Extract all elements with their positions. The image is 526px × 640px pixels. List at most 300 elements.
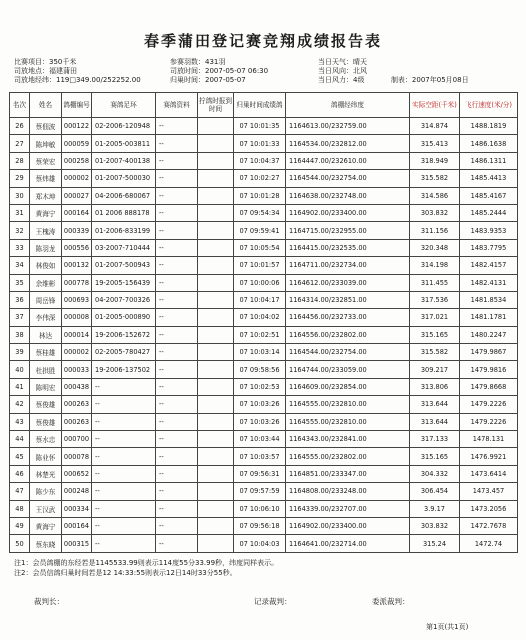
cell-arrival-time: 07 10:04:03 bbox=[234, 535, 286, 552]
cell-arrival-time: 07 10:03:57 bbox=[234, 448, 286, 465]
cell-distance: 315.165 bbox=[410, 326, 460, 343]
cell-arrival-time: 07 10:02:51 bbox=[234, 326, 286, 343]
table-row bbox=[10, 257, 518, 274]
recorder-label: 记录裁判： bbox=[254, 597, 292, 606]
cell-arrival-time: 07 10:01:35 bbox=[234, 118, 286, 135]
cell-report-time bbox=[198, 517, 234, 534]
cell-rank: 37 bbox=[10, 309, 30, 326]
cell-bird-info: -- bbox=[156, 135, 198, 152]
cell-rank: 48 bbox=[10, 500, 30, 517]
cell-ring: -- bbox=[92, 517, 156, 534]
cell-speed: 1488.1819 bbox=[460, 118, 518, 135]
cell-ring: -- bbox=[92, 535, 156, 552]
cell-speed: 1482.4157 bbox=[460, 257, 518, 274]
cell-name: 蔡荣宏 bbox=[30, 152, 62, 169]
table-body bbox=[10, 118, 518, 553]
cell-report-time bbox=[198, 204, 234, 221]
cell-speed: 1479.9867 bbox=[460, 344, 518, 361]
cell-loft-id: 000339 bbox=[62, 222, 92, 239]
cell-coordinates: 1164447.00/232610.00 bbox=[286, 152, 410, 169]
cell-loft-id: 000033 bbox=[62, 361, 92, 378]
cell-report-time bbox=[198, 344, 234, 361]
cell-distance: 317.536 bbox=[410, 291, 460, 308]
cell-bird-info: -- bbox=[156, 396, 198, 413]
cell-bird-info: -- bbox=[156, 413, 198, 430]
cell-loft-id: 000438 bbox=[62, 378, 92, 395]
cell-name: 蔡炜雄 bbox=[30, 170, 62, 187]
meta-location: 司放地点：福建蒲田 bbox=[14, 67, 77, 75]
cell-ring: 19-2006-152672 bbox=[92, 326, 156, 343]
cell-arrival-time: 07 10:01:28 bbox=[234, 187, 286, 204]
cell-name: 蔡东晓 bbox=[30, 535, 62, 552]
cell-ring: 01-2006-833199 bbox=[92, 222, 156, 239]
cell-loft-id: 000334 bbox=[62, 500, 92, 517]
meta-print-date: 制表：2007年05月08日 bbox=[390, 76, 469, 84]
cell-report-time bbox=[198, 135, 234, 152]
table-row bbox=[10, 378, 518, 395]
cell-rank: 39 bbox=[10, 344, 30, 361]
table-row bbox=[10, 535, 518, 552]
cell-name: 郑木坤 bbox=[30, 187, 62, 204]
note-2: 注2：会员信鸽归巢时间若是12 14:33:55则表示12日14时33分55秒。 bbox=[14, 569, 237, 577]
col-coordinates: 鸽棚经纬度 bbox=[286, 93, 410, 118]
table-row bbox=[10, 170, 518, 187]
cell-speed: 1472.7678 bbox=[460, 517, 518, 534]
cell-bird-info: -- bbox=[156, 309, 198, 326]
table-row bbox=[10, 361, 518, 378]
cell-coordinates: 1164609.00/232854.00 bbox=[286, 378, 410, 395]
cell-coordinates: 1164544.00/232754.00 bbox=[286, 344, 410, 361]
meta-weather: 当日天气：晴天 bbox=[318, 58, 367, 66]
cell-loft-id: 000700 bbox=[62, 431, 92, 448]
cell-report-time bbox=[198, 448, 234, 465]
col-distance: 实际空距(千米) bbox=[410, 93, 460, 118]
cell-bird-info: -- bbox=[156, 535, 198, 552]
cell-ring: -- bbox=[92, 483, 156, 500]
cell-arrival-time: 07 09:57:59 bbox=[234, 483, 286, 500]
cell-distance: 317.021 bbox=[410, 309, 460, 326]
cell-distance: 313.644 bbox=[410, 413, 460, 430]
cell-distance: 315.165 bbox=[410, 448, 460, 465]
cell-ring: 01-2005-000890 bbox=[92, 309, 156, 326]
table-row bbox=[10, 274, 518, 291]
cell-arrival-time: 07 10:04:37 bbox=[234, 152, 286, 169]
cell-loft-id: 000164 bbox=[62, 517, 92, 534]
cell-rank: 26 bbox=[10, 118, 30, 135]
cell-bird-info: -- bbox=[156, 204, 198, 221]
cell-report-time bbox=[198, 535, 234, 552]
cell-name: 黄海宁 bbox=[30, 204, 62, 221]
cell-bird-info: -- bbox=[156, 222, 198, 239]
cell-rank: 38 bbox=[10, 326, 30, 343]
cell-loft-id: 000556 bbox=[62, 239, 92, 256]
col-loft-id: 鸽棚编号 bbox=[62, 93, 92, 118]
cell-ring: 01-2007-500943 bbox=[92, 257, 156, 274]
cell-rank: 45 bbox=[10, 448, 30, 465]
cell-name: 林达 bbox=[30, 326, 62, 343]
cell-ring: -- bbox=[92, 500, 156, 517]
cell-arrival-time: 07 10:03:14 bbox=[234, 344, 286, 361]
cell-arrival-time: 07 10:01:33 bbox=[234, 135, 286, 152]
cell-speed: 1486.1638 bbox=[460, 135, 518, 152]
cell-report-time bbox=[198, 361, 234, 378]
cell-loft-id: 000122 bbox=[62, 118, 92, 135]
table-row bbox=[10, 135, 518, 152]
cell-rank: 32 bbox=[10, 222, 30, 239]
cell-loft-id: 000652 bbox=[62, 465, 92, 482]
cell-rank: 31 bbox=[10, 204, 30, 221]
cell-bird-info: -- bbox=[156, 361, 198, 378]
cell-speed: 1476.9921 bbox=[460, 448, 518, 465]
cell-rank: 33 bbox=[10, 239, 30, 256]
meta-release-time: 司放时间：2007-05-07 06:30 bbox=[170, 67, 269, 75]
cell-coordinates: 1164456.00/232733.00 bbox=[286, 309, 410, 326]
cell-report-time bbox=[198, 170, 234, 187]
cell-loft-id: 000002 bbox=[62, 344, 92, 361]
cell-report-time bbox=[198, 500, 234, 517]
cell-loft-id: 000778 bbox=[62, 274, 92, 291]
cell-bird-info: -- bbox=[156, 517, 198, 534]
cell-arrival-time: 07 10:01:57 bbox=[234, 257, 286, 274]
cell-speed: 1472.74 bbox=[460, 535, 518, 552]
cell-arrival-time: 07 09:58:56 bbox=[234, 361, 286, 378]
cell-bird-info: -- bbox=[156, 170, 198, 187]
cell-arrival-time: 07 09:59:41 bbox=[234, 222, 286, 239]
cell-arrival-time: 07 10:03:44 bbox=[234, 431, 286, 448]
table-row bbox=[10, 239, 518, 256]
cell-ring: 02-2005-780427 bbox=[92, 344, 156, 361]
cell-speed: 1482.4131 bbox=[460, 274, 518, 291]
cell-report-time bbox=[198, 222, 234, 239]
cell-arrival-time: 07 10:04:02 bbox=[234, 309, 286, 326]
cell-loft-id: 000315 bbox=[62, 535, 92, 552]
cell-distance: 309.217 bbox=[410, 361, 460, 378]
cell-loft-id: 000002 bbox=[62, 170, 92, 187]
cell-report-time bbox=[198, 239, 234, 256]
cell-coordinates: 1164555.00/232802.00 bbox=[286, 448, 410, 465]
cell-name: 蔡俊雄 bbox=[30, 396, 62, 413]
cell-rank: 40 bbox=[10, 361, 30, 378]
meta-wind-force: 当日风力：4级 bbox=[318, 76, 365, 84]
cell-name: 杜拱胜 bbox=[30, 361, 62, 378]
cell-distance: 314.586 bbox=[410, 187, 460, 204]
cell-name: 李伟深 bbox=[30, 309, 62, 326]
cell-rank: 28 bbox=[10, 152, 30, 169]
cell-report-time bbox=[198, 274, 234, 291]
cell-arrival-time: 07 10:02:27 bbox=[234, 170, 286, 187]
cell-bird-info: -- bbox=[156, 239, 198, 256]
cell-loft-id: 000132 bbox=[62, 257, 92, 274]
cell-speed: 1483.7795 bbox=[460, 239, 518, 256]
cell-distance: 303.832 bbox=[410, 204, 460, 221]
cell-name: 陈羽龙 bbox=[30, 239, 62, 256]
cell-arrival-time: 07 09:54:34 bbox=[234, 204, 286, 221]
cell-speed: 1478.131 bbox=[460, 431, 518, 448]
cell-distance: 311.455 bbox=[410, 274, 460, 291]
cell-coordinates: 1164343.00/232841.00 bbox=[286, 431, 410, 448]
cell-name: 林俊如 bbox=[30, 257, 62, 274]
cell-coordinates: 1164902.00/233400.00 bbox=[286, 517, 410, 534]
cell-speed: 1479.2226 bbox=[460, 413, 518, 430]
col-report-time: 拧鸽时报到时间 bbox=[198, 93, 234, 118]
meta-return-time: 归巢时间：2007-05-07 bbox=[170, 76, 246, 84]
cell-speed: 1473.6414 bbox=[460, 465, 518, 482]
cell-speed: 1479.8668 bbox=[460, 378, 518, 395]
cell-loft-id: 000248 bbox=[62, 483, 92, 500]
results-table bbox=[9, 92, 518, 553]
cell-distance: 315.24 bbox=[410, 535, 460, 552]
judge-label: 裁判长： bbox=[34, 597, 64, 606]
cell-ring: -- bbox=[92, 413, 156, 430]
inspector-label: 委派裁判： bbox=[372, 597, 410, 606]
cell-distance: 315.413 bbox=[410, 135, 460, 152]
table-row bbox=[10, 448, 518, 465]
meta-distance: 比赛项目：350千米 bbox=[14, 58, 77, 66]
cell-name: 余维彬 bbox=[30, 274, 62, 291]
table-row bbox=[10, 187, 518, 204]
cell-bird-info: -- bbox=[156, 152, 198, 169]
cell-coordinates: 1164744.00/233059.00 bbox=[286, 361, 410, 378]
note-1: 注1：会员鸽棚的东经若是1145533.99则表示114度55分33.99秒，纬度同样表示。 bbox=[14, 559, 279, 567]
col-name: 姓名 bbox=[30, 93, 62, 118]
cell-speed: 1483.9353 bbox=[460, 222, 518, 239]
cell-ring: -- bbox=[92, 448, 156, 465]
table-row bbox=[10, 118, 518, 135]
cell-rank: 36 bbox=[10, 291, 30, 308]
cell-ring: 01 2006 888178 bbox=[92, 204, 156, 221]
cell-bird-info: -- bbox=[156, 118, 198, 135]
cell-name: 王汉武 bbox=[30, 500, 62, 517]
cell-bird-info: -- bbox=[156, 431, 198, 448]
cell-ring: -- bbox=[92, 465, 156, 482]
col-bird-info: 赛鸽资料 bbox=[156, 93, 198, 118]
cell-rank: 34 bbox=[10, 257, 30, 274]
cell-ring: 01-2005-003811 bbox=[92, 135, 156, 152]
col-speed: 飞行速度(米/分) bbox=[460, 93, 518, 118]
cell-speed: 1479.9816 bbox=[460, 361, 518, 378]
cell-distance: 303.832 bbox=[410, 517, 460, 534]
cell-loft-id: 000693 bbox=[62, 291, 92, 308]
cell-distance: 315.582 bbox=[410, 344, 460, 361]
cell-bird-info: -- bbox=[156, 187, 198, 204]
cell-distance: 313.806 bbox=[410, 378, 460, 395]
cell-rank: 50 bbox=[10, 535, 30, 552]
cell-ring: 04-2007-700326 bbox=[92, 291, 156, 308]
table-row bbox=[10, 326, 518, 343]
cell-coordinates: 1164641.00/232714.00 bbox=[286, 535, 410, 552]
cell-name: 蔡桂雄 bbox=[30, 344, 62, 361]
cell-speed: 1486.1311 bbox=[460, 152, 518, 169]
cell-report-time bbox=[198, 187, 234, 204]
cell-distance: 315.582 bbox=[410, 170, 460, 187]
cell-speed: 1481.1781 bbox=[460, 309, 518, 326]
cell-rank: 44 bbox=[10, 431, 30, 448]
cell-bird-info: -- bbox=[156, 483, 198, 500]
cell-coordinates: 1164556.00/232802.00 bbox=[286, 326, 410, 343]
cell-name: 蔡水忠 bbox=[30, 431, 62, 448]
cell-bird-info: -- bbox=[156, 448, 198, 465]
cell-bird-info: -- bbox=[156, 274, 198, 291]
cell-speed: 1473.457 bbox=[460, 483, 518, 500]
cell-arrival-time: 07 09:56:31 bbox=[234, 465, 286, 482]
table-row bbox=[10, 483, 518, 500]
meta-left bbox=[14, 58, 141, 85]
cell-report-time bbox=[198, 291, 234, 308]
cell-speed: 1480.2247 bbox=[460, 326, 518, 343]
col-rank: 名次 bbox=[10, 93, 30, 118]
cell-arrival-time: 07 10:04:17 bbox=[234, 291, 286, 308]
cell-ring: 19-2006-137502 bbox=[92, 361, 156, 378]
cell-name: 蔡俊雄 bbox=[30, 413, 62, 430]
cell-report-time bbox=[198, 309, 234, 326]
cell-report-time bbox=[198, 257, 234, 274]
cell-name: 陈坤敏 bbox=[30, 135, 62, 152]
cell-coordinates: 1164555.00/232810.00 bbox=[286, 396, 410, 413]
cell-distance: 304.332 bbox=[410, 465, 460, 482]
cell-bird-info: -- bbox=[156, 257, 198, 274]
cell-arrival-time: 07 10:02:53 bbox=[234, 378, 286, 395]
cell-distance: 317.133 bbox=[410, 431, 460, 448]
table-row bbox=[10, 152, 518, 169]
cell-distance: 314.874 bbox=[410, 118, 460, 135]
cell-bird-info: -- bbox=[156, 378, 198, 395]
cell-arrival-time: 07 10:03:26 bbox=[234, 396, 286, 413]
cell-report-time bbox=[198, 483, 234, 500]
cell-ring: -- bbox=[92, 396, 156, 413]
cell-report-time bbox=[198, 152, 234, 169]
cell-ring: 19-2005-156439 bbox=[92, 274, 156, 291]
cell-name: 陈业怀 bbox=[30, 448, 62, 465]
table-row bbox=[10, 344, 518, 361]
cell-name: 陈少东 bbox=[30, 483, 62, 500]
cell-arrival-time: 07 09:56:18 bbox=[234, 517, 286, 534]
cell-bird-info: -- bbox=[156, 344, 198, 361]
cell-bird-info: -- bbox=[156, 291, 198, 308]
report-title: 春季蒲田登记赛竞翔成绩报告表 bbox=[143, 32, 382, 50]
cell-speed: 1485.4413 bbox=[460, 170, 518, 187]
meta-entries: 参赛羽数：431羽 bbox=[170, 58, 226, 66]
cell-coordinates: 1164638.00/232748.00 bbox=[286, 187, 410, 204]
cell-coordinates: 1164613.00/232759.00 bbox=[286, 118, 410, 135]
cell-loft-id: 000027 bbox=[62, 187, 92, 204]
cell-ring: 04-2006-680067 bbox=[92, 187, 156, 204]
cell-loft-id: 000014 bbox=[62, 326, 92, 343]
cell-distance: 306.454 bbox=[410, 483, 460, 500]
cell-coordinates: 1164715.00/232955.00 bbox=[286, 222, 410, 239]
cell-name: 陈明宏 bbox=[30, 378, 62, 395]
cell-distance: 318.949 bbox=[410, 152, 460, 169]
cell-ring: -- bbox=[92, 378, 156, 395]
cell-arrival-time: 07 10:00:06 bbox=[234, 274, 286, 291]
cell-coordinates: 1164534.00/232812.00 bbox=[286, 135, 410, 152]
page-number: 第1页(共1页) bbox=[426, 623, 469, 631]
cell-speed: 1473.2056 bbox=[460, 500, 518, 517]
cell-bird-info: -- bbox=[156, 326, 198, 343]
cell-speed: 1481.8534 bbox=[460, 291, 518, 308]
cell-distance: 314.198 bbox=[410, 257, 460, 274]
cell-loft-id: 000258 bbox=[62, 152, 92, 169]
meta-wind-dir: 当日风向：北风 bbox=[318, 67, 367, 75]
cell-speed: 1479.2226 bbox=[460, 396, 518, 413]
cell-name: 周岳锋 bbox=[30, 291, 62, 308]
cell-rank: 30 bbox=[10, 187, 30, 204]
cell-bird-info: -- bbox=[156, 465, 198, 482]
cell-distance: 320.348 bbox=[410, 239, 460, 256]
cell-report-time bbox=[198, 378, 234, 395]
cell-distance: 311.156 bbox=[410, 222, 460, 239]
cell-coordinates: 1164711.00/232734.00 bbox=[286, 257, 410, 274]
cell-distance: 313.644 bbox=[410, 396, 460, 413]
notes bbox=[14, 558, 278, 578]
meta-coords: 司放地经纬：119□349.00/252252.00 bbox=[14, 76, 141, 84]
table-row bbox=[10, 291, 518, 308]
cell-arrival-time: 07 10:05:54 bbox=[234, 239, 286, 256]
cell-coordinates: 1164902.00/233400.00 bbox=[286, 204, 410, 221]
cell-loft-id: 000164 bbox=[62, 204, 92, 221]
cell-report-time bbox=[198, 326, 234, 343]
cell-speed: 1485.4167 bbox=[460, 187, 518, 204]
cell-coordinates: 1164314.00/232851.00 bbox=[286, 291, 410, 308]
col-ring: 赛鸽足环 bbox=[92, 93, 156, 118]
cell-rank: 41 bbox=[10, 378, 30, 395]
cell-report-time bbox=[198, 465, 234, 482]
meta-right bbox=[318, 58, 469, 85]
table-row bbox=[10, 465, 518, 482]
cell-rank: 42 bbox=[10, 396, 30, 413]
cell-name: 王槐涛 bbox=[30, 222, 62, 239]
cell-rank: 27 bbox=[10, 135, 30, 152]
cell-rank: 35 bbox=[10, 274, 30, 291]
table-row bbox=[10, 309, 518, 326]
cell-loft-id: 000078 bbox=[62, 448, 92, 465]
cell-coordinates: 1164339.00/232707.00 bbox=[286, 500, 410, 517]
cell-coordinates: 1164612.00/233039.00 bbox=[286, 274, 410, 291]
cell-name: 黄海宁 bbox=[30, 517, 62, 534]
cell-ring: -- bbox=[92, 431, 156, 448]
table-row bbox=[10, 204, 518, 221]
cell-arrival-time: 07 10:06:10 bbox=[234, 500, 286, 517]
cell-report-time bbox=[198, 118, 234, 135]
cell-loft-id: 000263 bbox=[62, 396, 92, 413]
cell-coordinates: 1164415.00/232535.00 bbox=[286, 239, 410, 256]
table-row bbox=[10, 413, 518, 430]
cell-ring: 03-2007-710444 bbox=[92, 239, 156, 256]
table-header-row bbox=[10, 93, 518, 118]
cell-loft-id: 000008 bbox=[62, 309, 92, 326]
table-row bbox=[10, 431, 518, 448]
cell-rank: 29 bbox=[10, 170, 30, 187]
table-row bbox=[10, 396, 518, 413]
col-arrival-time: 归巢时间成绩鸽 bbox=[234, 93, 286, 118]
cell-ring: 02-2006-120948 bbox=[92, 118, 156, 135]
cell-distance: 3.9.17 bbox=[410, 500, 460, 517]
cell-coordinates: 1164808.00/233248.00 bbox=[286, 483, 410, 500]
cell-speed: 1485.2444 bbox=[460, 204, 518, 221]
cell-ring: 01-2007-400138 bbox=[92, 152, 156, 169]
table-row bbox=[10, 222, 518, 239]
cell-bird-info: -- bbox=[156, 500, 198, 517]
cell-coordinates: 1164555.00/232810.00 bbox=[286, 413, 410, 430]
cell-report-time bbox=[198, 396, 234, 413]
cell-rank: 49 bbox=[10, 517, 30, 534]
table-row bbox=[10, 500, 518, 517]
cell-coordinates: 1164544.00/232754.00 bbox=[286, 170, 410, 187]
cell-rank: 47 bbox=[10, 483, 30, 500]
cell-report-time bbox=[198, 431, 234, 448]
cell-coordinates: 1164851.00/233347.00 bbox=[286, 465, 410, 482]
cell-loft-id: 000059 bbox=[62, 135, 92, 152]
cell-loft-id: 000263 bbox=[62, 413, 92, 430]
